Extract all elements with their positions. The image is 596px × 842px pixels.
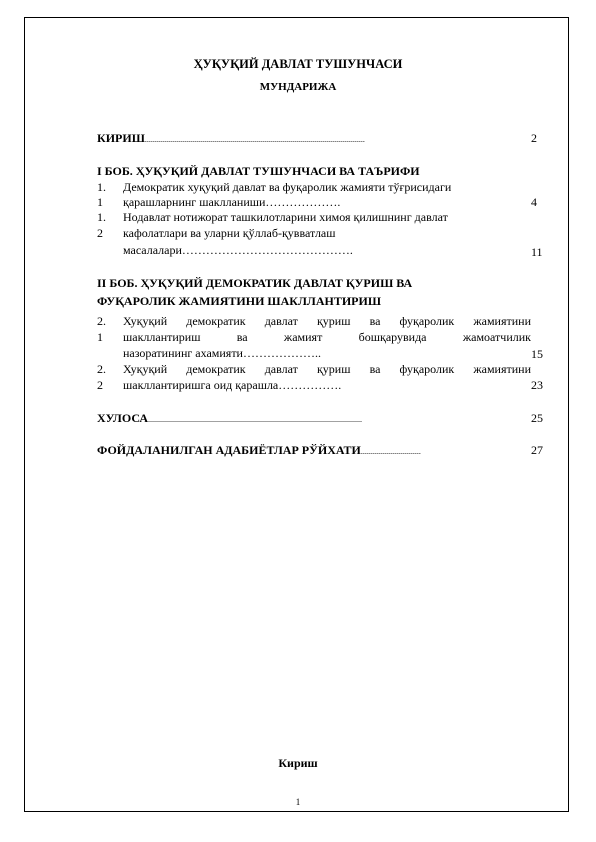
toc-page-ch2-s2: 23	[531, 378, 543, 392]
toc-entry-conclusion-label: ХУЛОСА	[97, 411, 149, 425]
toc-leader-dots: ..............................................................................................................	[144, 135, 365, 144]
toc-ch1-s1-num-b: 1	[97, 195, 103, 209]
toc-ch2-s1-num-b: 1	[97, 330, 103, 344]
document-title: ҲУҚУҚИЙ ДАВЛАТ ТУШУНЧАСИ	[193, 57, 403, 71]
toc-entry-conclusion[interactable]	[97, 411, 362, 426]
toc-leader-dots: ..............................	[360, 447, 421, 456]
toc-page-conclusion: 25	[531, 411, 543, 425]
toc-ch1-s2-num-b: 2	[97, 226, 103, 240]
toc-ch2-s2-num-a: 2.	[97, 362, 106, 376]
toc-ch2-s1-num-a: 2.	[97, 314, 106, 328]
toc-page-ch1-s1: 4	[531, 195, 537, 209]
toc-leader-dots: ...........................................................................................................	[148, 415, 363, 424]
toc-page-intro: 2	[531, 131, 537, 145]
toc-entry-intro-label: КИРИШ	[97, 131, 145, 145]
toc-ch1-s1-line1[interactable]: Демократик хуқуқий давлат ва фуқаролик жамияти тўғрисидаги	[123, 180, 452, 194]
toc-ch1-s2-line3[interactable]: масалалари…………………………………….	[123, 243, 353, 257]
toc-ch2-s2-line2[interactable]: шакллантиришга оид қарашла…………….	[123, 378, 342, 392]
toc-ch2-s1-line2[interactable]: шакллантириш ва жамият бошқарувида жамоатчилик	[123, 330, 531, 344]
section-heading-intro: Кириш	[278, 756, 318, 770]
toc-page-ch2-s1: 15	[531, 347, 543, 361]
toc-heading: МУНДАРИЖА	[259, 81, 337, 93]
toc-ch2-s1-line1[interactable]: Хуқуқий демократик давлат қуриш ва фуқаролик жамиятини	[123, 314, 531, 328]
toc-entry-intro[interactable]	[97, 131, 365, 146]
toc-ch1-s2-line2[interactable]: кафолатлари ва уларни қўллаб-қувватлаш	[123, 226, 336, 240]
toc-entry-references-label: ФОЙДАЛАНИЛГАН АДАБИЁТЛАР РЎЙХАТИ	[97, 443, 361, 457]
toc-ch2-s1-line3[interactable]: назоратининг ахамияти………………..	[123, 346, 321, 360]
toc-ch1-s2-num-a: 1.	[97, 210, 106, 224]
toc-chapter2-heading-line2[interactable]: ФУҚАРОЛИК ЖАМИЯТИНИ ШАКЛЛАНТИРИШ	[97, 294, 382, 308]
toc-entry-references[interactable]	[97, 443, 421, 458]
toc-ch1-s1-line2[interactable]: қарашларнинг шаклланиши……………….	[123, 195, 341, 209]
toc-ch2-s2-num-b: 2	[97, 378, 103, 392]
toc-page-ch1-s2: 11	[531, 245, 543, 259]
toc-page-references: 27	[531, 443, 543, 457]
page-number: 1	[295, 797, 301, 807]
toc-ch1-s2-line1[interactable]: Нодавлат нотижорат ташкилотларини химоя қилишнинг давлат	[123, 210, 448, 224]
toc-chapter1-heading[interactable]: I БОБ. ҲУҚУҚИЙ ДАВЛАТ ТУШУНЧАСИ ВА ТАЪРИФИ	[97, 164, 420, 178]
toc-ch2-s2-line1[interactable]: Хуқуқий демократик давлат қуриш ва фуқаролик жамиятини	[123, 362, 531, 376]
toc-chapter2-heading-line1[interactable]: II БОБ. ҲУҚУҚИЙ ДЕМОКРАТИК ДАВЛАТ ҚУРИШ ВА	[97, 276, 413, 290]
toc-ch1-s1-num-a: 1.	[97, 180, 106, 194]
